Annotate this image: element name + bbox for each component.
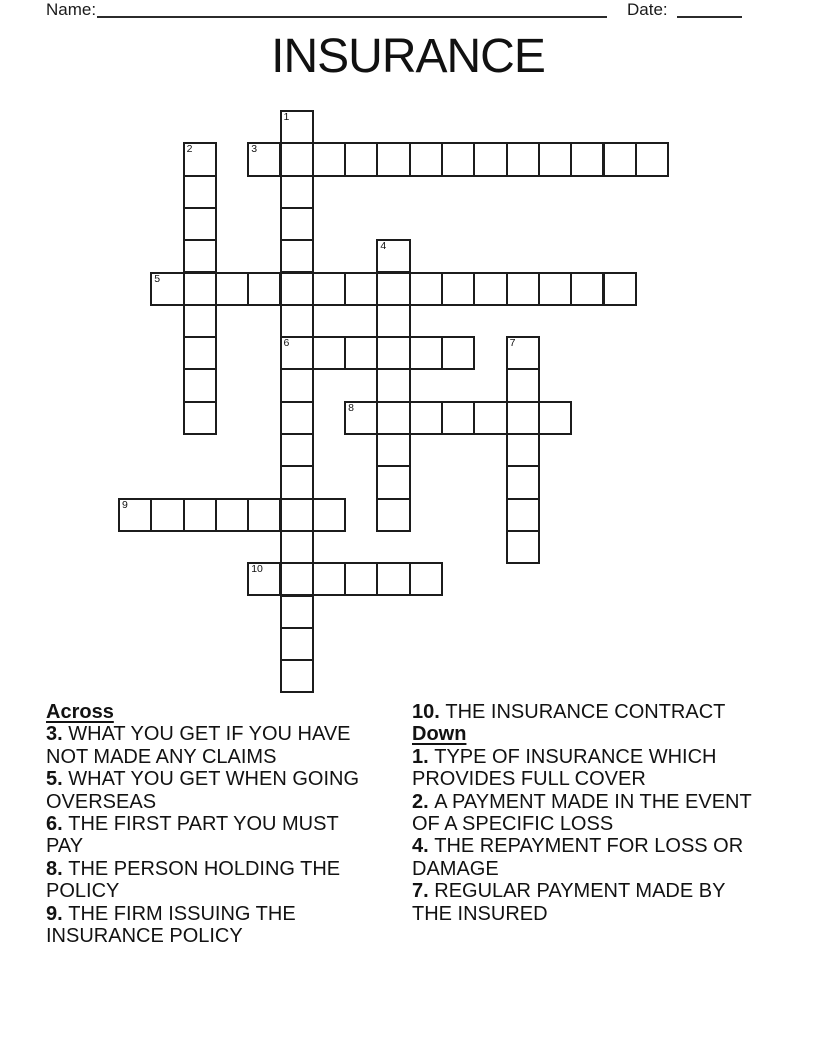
clue-number: 8.	[46, 857, 69, 880]
crossword-cell[interactable]	[247, 562, 281, 596]
cell-number: 5	[154, 272, 161, 285]
crossword-cell[interactable]	[376, 368, 410, 402]
crossword-cell[interactable]	[280, 304, 314, 338]
crossword-cell[interactable]	[280, 110, 314, 144]
crossword-cell[interactable]	[150, 272, 184, 306]
crossword-cell[interactable]	[280, 142, 314, 176]
clue-text: REGULAR PAYMENT MADE BY THE INSURED	[412, 880, 726, 925]
cell-number: 8	[348, 401, 354, 414]
crossword-cell[interactable]	[441, 401, 475, 435]
crossword-cell[interactable]	[312, 272, 346, 306]
clue-5	[46, 768, 380, 813]
crossword-cell[interactable]	[183, 368, 217, 402]
crossword-cell[interactable]	[376, 433, 410, 467]
crossword-cell[interactable]	[280, 368, 314, 402]
crossword-cell[interactable]	[506, 433, 540, 467]
crossword-cell[interactable]	[247, 498, 281, 532]
clue-text: THE REPAYMENT FOR LOSS OR DAMAGE	[412, 835, 744, 880]
crossword-cell[interactable]	[280, 239, 314, 273]
clue-number: 3.	[46, 723, 69, 746]
crossword-cell[interactable]	[312, 562, 346, 596]
crossword-cell[interactable]	[344, 272, 378, 306]
crossword-cell[interactable]	[280, 433, 314, 467]
crossword-cell[interactable]	[538, 142, 572, 176]
crossword-cell[interactable]	[409, 401, 443, 435]
crossword-cell[interactable]	[376, 142, 410, 176]
crossword-cell[interactable]	[280, 272, 314, 306]
cell-number: 4	[380, 240, 387, 253]
crossword-cell[interactable]	[280, 465, 314, 499]
crossword-cell[interactable]	[280, 562, 314, 596]
cell-number: 1	[283, 111, 290, 123]
crossword-cell[interactable]	[215, 272, 249, 306]
clues-column-left	[46, 701, 380, 947]
crossword-cell[interactable]	[506, 465, 540, 499]
clue-number: 1.	[412, 745, 435, 768]
crossword-cell[interactable]	[506, 498, 540, 532]
clue-number: 10.	[412, 701, 446, 723]
clue-number: 7.	[412, 880, 435, 903]
crossword-cell[interactable]	[312, 336, 346, 370]
crossword-cell[interactable]	[635, 142, 669, 176]
crossword-cell[interactable]	[570, 142, 604, 176]
crossword-cell[interactable]	[409, 272, 443, 306]
clue-4	[412, 835, 752, 880]
crossword-cell[interactable]	[376, 562, 410, 596]
date-label: Date:	[627, 0, 668, 19]
clue-7	[412, 880, 752, 925]
crossword-cell[interactable]	[441, 142, 475, 176]
crossword-cell[interactable]	[376, 272, 410, 306]
name-blank-line	[97, 16, 607, 18]
crossword-cell[interactable]	[473, 272, 507, 306]
clue-number: 2.	[412, 790, 435, 813]
crossword-cell[interactable]	[441, 272, 475, 306]
cell-number: 6	[283, 337, 290, 350]
crossword-cell[interactable]	[344, 336, 378, 370]
clue-text: THE PERSON HOLDING THE POLICY	[46, 857, 341, 903]
crossword-cell[interactable]	[183, 239, 217, 273]
name-label: Name:	[46, 0, 97, 19]
crossword-cell[interactable]	[183, 304, 217, 338]
crossword-cell[interactable]	[376, 304, 410, 338]
crossword-cell[interactable]	[344, 142, 378, 176]
clue-1	[412, 746, 752, 791]
crossword-cell[interactable]	[118, 498, 152, 532]
clue-heading-down: Down	[412, 723, 467, 746]
crossword-cell[interactable]	[506, 530, 540, 564]
clue-2	[412, 791, 752, 836]
crossword-cell[interactable]	[280, 530, 314, 564]
clue-3	[46, 723, 380, 768]
crossword-cell[interactable]	[280, 498, 314, 532]
crossword-cell[interactable]	[280, 401, 314, 435]
crossword-cell[interactable]	[215, 498, 249, 532]
crossword-cell[interactable]	[376, 401, 410, 435]
crossword-cell[interactable]	[409, 336, 443, 370]
crossword-cell[interactable]	[506, 336, 540, 370]
crossword-cell[interactable]	[280, 659, 314, 693]
crossword-cell[interactable]	[570, 272, 604, 306]
clue-heading-across: Across	[46, 701, 114, 723]
crossword-cell[interactable]	[280, 336, 314, 370]
crossword-cell[interactable]	[538, 401, 572, 435]
crossword-cell[interactable]	[280, 627, 314, 661]
clue-8	[46, 858, 380, 903]
crossword-cell[interactable]	[344, 562, 378, 596]
crossword-cell[interactable]	[441, 336, 475, 370]
crossword-cell[interactable]	[506, 368, 540, 402]
clue-number: 4.	[412, 835, 435, 858]
crossword-cell[interactable]	[247, 142, 281, 176]
clue-text: WHAT YOU GET IF YOU HAVE NOT MADE ANY CLAIMS	[46, 723, 351, 768]
clue-text: THE FIRST PART YOU MUST PAY	[46, 813, 339, 858]
crossword-cell[interactable]	[247, 272, 281, 306]
crossword-cell[interactable]	[183, 207, 217, 241]
crossword-cell[interactable]	[603, 142, 637, 176]
crossword-cell[interactable]	[376, 465, 410, 499]
cell-number: 7	[509, 337, 516, 350]
crossword-cell[interactable]	[409, 562, 443, 596]
crossword-cell[interactable]	[376, 336, 410, 370]
clue-text: THE INSURANCE CONTRACT	[445, 701, 726, 723]
crossword-cell[interactable]	[473, 401, 507, 435]
crossword-cell[interactable]	[280, 595, 314, 629]
crossword-cell[interactable]	[506, 142, 540, 176]
crossword-cell[interactable]	[183, 175, 217, 209]
crossword-cell[interactable]	[150, 498, 184, 532]
clue-text: THE FIRM ISSUING THE INSURANCE POLICY	[46, 902, 296, 948]
crossword-cell[interactable]	[280, 207, 314, 241]
crossword-cell[interactable]	[312, 498, 346, 532]
crossword-cell[interactable]	[280, 175, 314, 209]
clue-number: 6.	[46, 813, 69, 836]
crossword-cell[interactable]	[344, 401, 378, 435]
crossword-cell[interactable]	[376, 498, 410, 532]
clue-text: WHAT YOU GET WHEN GOING OVERSEAS	[46, 768, 360, 813]
cell-number: 9	[122, 498, 128, 511]
crossword-cell[interactable]	[506, 272, 540, 306]
crossword-cell[interactable]	[312, 142, 346, 176]
crossword-cell[interactable]	[538, 272, 572, 306]
crossword-cell[interactable]	[183, 142, 217, 176]
cell-number: 3	[251, 143, 258, 156]
crossword-cell[interactable]	[603, 272, 637, 306]
cell-number: 10	[251, 563, 263, 576]
crossword-cell[interactable]	[376, 239, 410, 273]
clue-number: 9.	[46, 902, 69, 925]
crossword-cell[interactable]	[409, 142, 443, 176]
crossword-cell[interactable]	[183, 336, 217, 370]
clue-number: 5.	[46, 768, 69, 791]
clue-6	[46, 813, 380, 858]
clue-text: TYPE OF INSURANCE WHICH PROVIDES FULL COVER	[412, 745, 717, 791]
puzzle-title: INSURANCE	[271, 30, 545, 83]
crossword-cell[interactable]	[506, 401, 540, 435]
clue-text: A PAYMENT MADE IN THE EVENT OF A SPECIFIC LOSS	[412, 790, 752, 836]
clues-column-right	[412, 701, 752, 925]
clue-10	[412, 701, 752, 723]
crossword-cell[interactable]	[183, 498, 217, 532]
crossword-cell[interactable]	[473, 142, 507, 176]
crossword-cell[interactable]	[183, 401, 217, 435]
date-blank-line	[677, 16, 742, 18]
crossword-cell[interactable]	[183, 272, 217, 306]
clue-9	[46, 903, 380, 948]
cell-number: 2	[186, 143, 193, 156]
